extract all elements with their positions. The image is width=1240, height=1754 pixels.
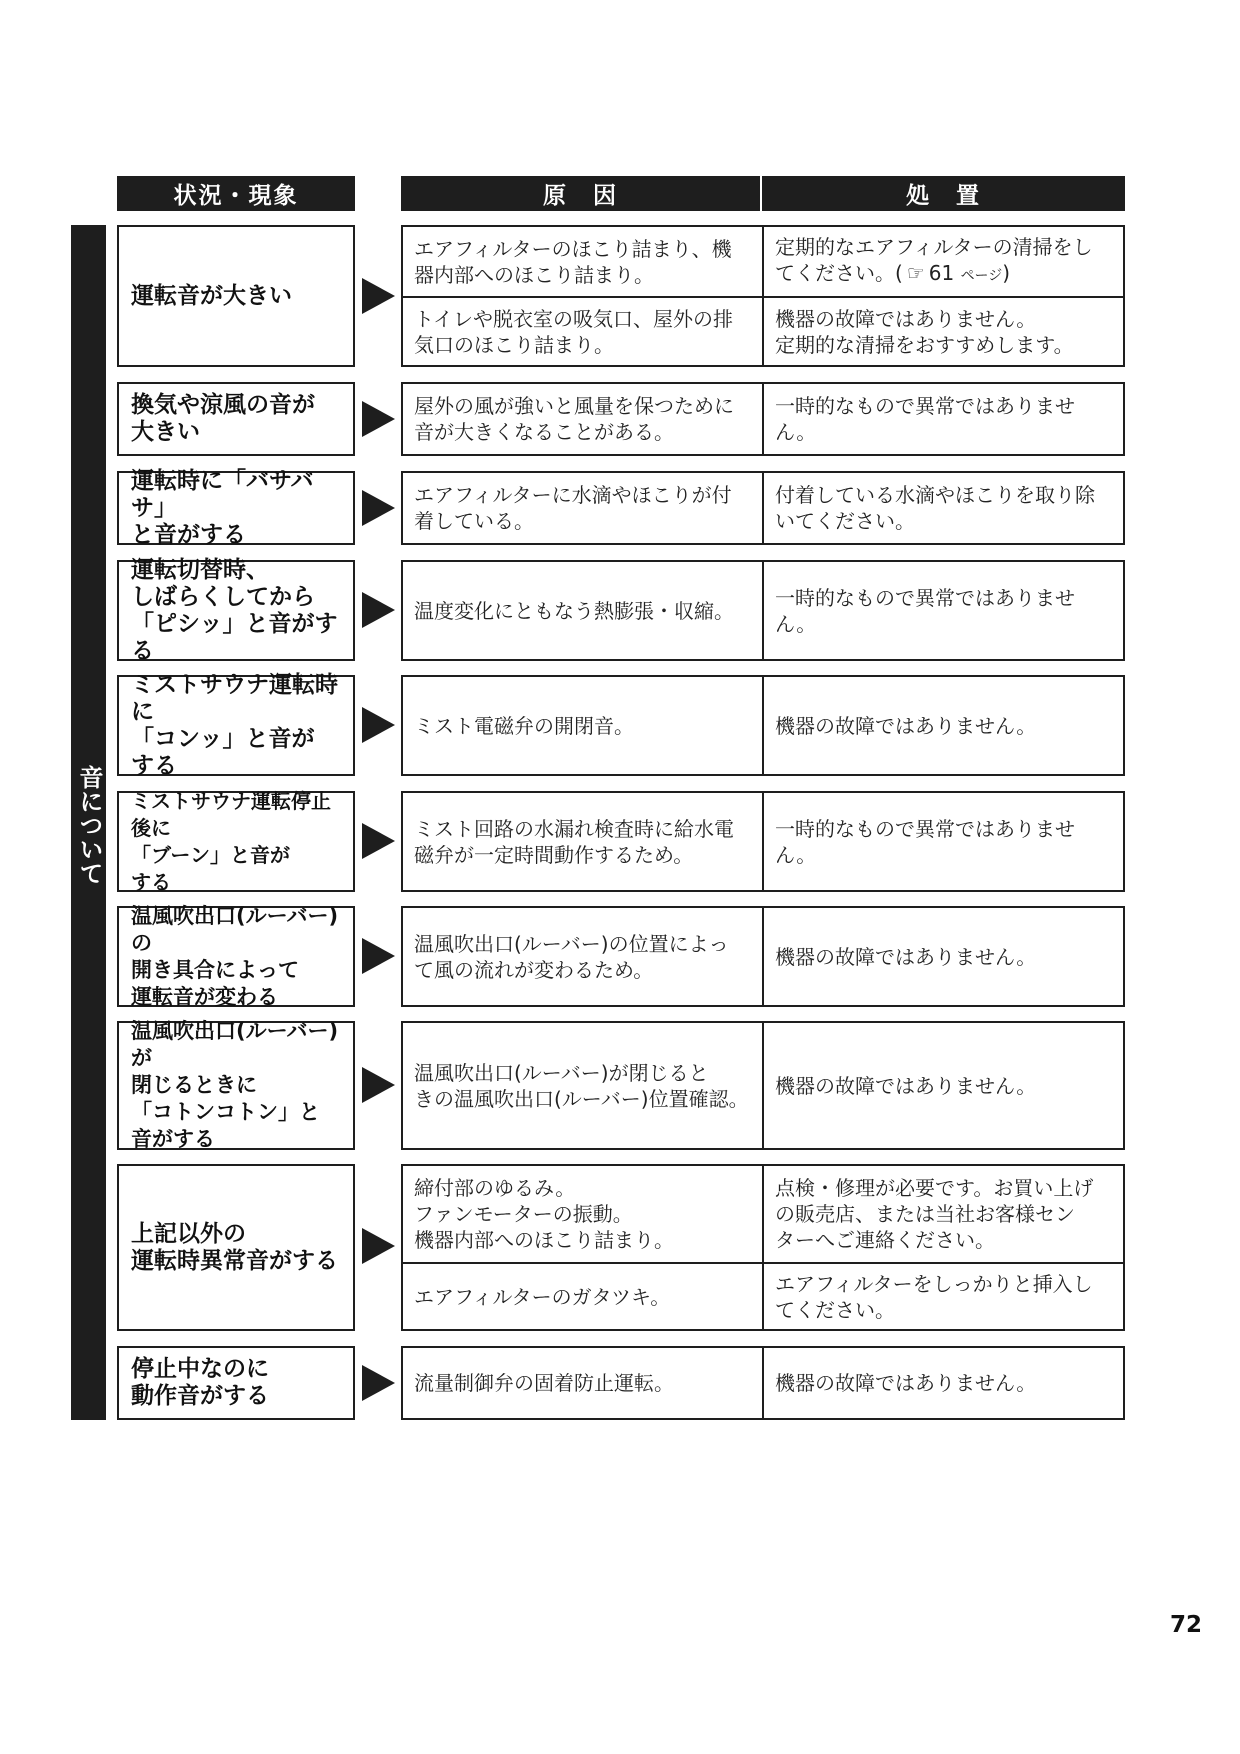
cause-cell: 温風吹出口(ルーバー)が閉じると きの温風吹出口(ルーバー)位置確認。: [414, 1060, 749, 1111]
category-label: 音について: [75, 765, 103, 885]
cause-cell: 締付部のゆるみ。 ファンモーターの振動。 機器内部へのほこり詰まり。: [414, 1176, 674, 1252]
cause-cell: 流量制御弁の固着防止運転。: [414, 1371, 674, 1395]
arrow-icon: [362, 1067, 395, 1103]
remedy-cell: 機器の故障ではありません。: [775, 1073, 1037, 1098]
header-situation: 状況・現象: [117, 176, 355, 211]
header-remedy: 処 置: [762, 176, 1125, 211]
cause-cell: 屋外の風が強いと風量を保つために 音が大きくなることがある。: [414, 394, 734, 444]
symptom-cell: 運転音が大きい: [117, 225, 355, 367]
arrow-icon: [362, 938, 395, 974]
arrow-icon: [362, 401, 395, 437]
cause-cell: ミスト回路の水漏れ検査時に給水電 磁弁が一定時間動作するため。: [414, 816, 734, 867]
symptom-cell: 温風吹出口(ルーバー)の 開き具合によって 運転音が変わる: [117, 906, 355, 1007]
remedy-cell: 機器の故障ではありません。 定期的な清掃をおすすめします。: [775, 306, 1074, 357]
cause-cell: ミスト電磁弁の開閉音。: [414, 713, 634, 738]
remedy-cell: 機器の故障ではありません。: [775, 713, 1037, 738]
cause-cell: エアフィルターのガタツキ。: [414, 1284, 671, 1309]
symptom-cell: 停止中なのに 動作音がする: [117, 1346, 355, 1420]
arrow-icon: [362, 1228, 395, 1264]
symptom-cell: 換気や涼風の音が 大きい: [117, 382, 355, 456]
cause-remedy-box: [401, 382, 1125, 456]
cause-remedy-box: [401, 1021, 1125, 1150]
remedy-cell: 一時的なもので異常ではありません。: [775, 816, 1075, 867]
remedy-cell: 一時的なもので異常ではありません。: [775, 585, 1075, 636]
remedy-cell: 付着している水滴やほこりを取り除 いてください。: [775, 483, 1095, 533]
arrow-icon: [362, 490, 395, 526]
cause-cell: エアフィルターのほこり詰まり、機 器内部へのほこり詰まり。: [414, 236, 732, 287]
header-cause: 原 因: [401, 176, 760, 211]
cause-remedy-box: [401, 1346, 1125, 1420]
page-ref-unit: ページ: [960, 268, 1003, 284]
remedy-cell: 一時的なもので異常ではありません。: [775, 394, 1075, 444]
category-sidebar: [71, 225, 106, 1420]
cause-cell: 温度変化にともなう熱膨張・収縮。: [414, 598, 734, 623]
remedy-cell: 機器の故障ではありません。: [775, 1371, 1037, 1395]
symptom-cell: ミストサウナ運転時に 「コンッ」と音が する: [117, 675, 355, 776]
cause-remedy-box: [401, 560, 1125, 661]
page-ref-number: 61: [928, 261, 955, 285]
page-number: 72: [1170, 1612, 1203, 1638]
cause-cell: 温風吹出口(ルーバー)の位置によっ て風の流れが変わるため。: [414, 931, 729, 982]
arrow-icon: [362, 707, 395, 743]
cause-remedy-box: [401, 791, 1125, 892]
symptom-cell: 温風吹出口(ルーバー)が 閉じるときに 「コトンコトン」と 音がする: [117, 1021, 355, 1150]
symptom-cell: 上記以外の 運転時異常音がする: [117, 1164, 355, 1331]
cause-remedy-box: [401, 225, 1125, 367]
symptom-cell: 運転切替時、 しばらくしてから 「ピシッ」と音がする: [117, 560, 355, 661]
cause-remedy-box: [401, 906, 1125, 1007]
cause-remedy-box: [401, 1164, 1125, 1331]
symptom-cell: 運転時に「バサバサ」 と音がする: [117, 471, 355, 545]
cause-cell: エアフィルターに水滴やほこりが付 着している。: [414, 483, 732, 533]
arrow-icon: [362, 1365, 395, 1401]
remedy-cell: エアフィルターをしっかりと挿入し てください。: [775, 1271, 1093, 1322]
remedy-cell: [764, 227, 1123, 296]
cause-remedy-box: [401, 675, 1125, 776]
symptom-cell: ミストサウナ運転停止後に 「ブーン」と音が する: [117, 791, 355, 892]
arrow-icon: [362, 278, 395, 314]
remedy-text: [775, 234, 1093, 289]
pointing-hand-icon: ☞: [906, 261, 925, 285]
remedy-cell: 機器の故障ではありません。: [775, 944, 1037, 969]
remedy-cell: 点検・修理が必要です。お買い上げ の販売店、または当社お客様セン ターへご連絡ください。: [775, 1176, 1094, 1252]
remedy-text-a: 定期的なエアフィルターの清掃をし てください。(: [775, 235, 1093, 285]
remedy-text-b: ): [1002, 261, 1011, 285]
arrow-icon: [362, 592, 395, 628]
cause-remedy-box: [401, 471, 1125, 545]
cause-cell: トイレや脱衣室の吸気口、屋外の排 気口のほこり詰まり。: [414, 306, 733, 357]
arrow-icon: [362, 823, 395, 859]
